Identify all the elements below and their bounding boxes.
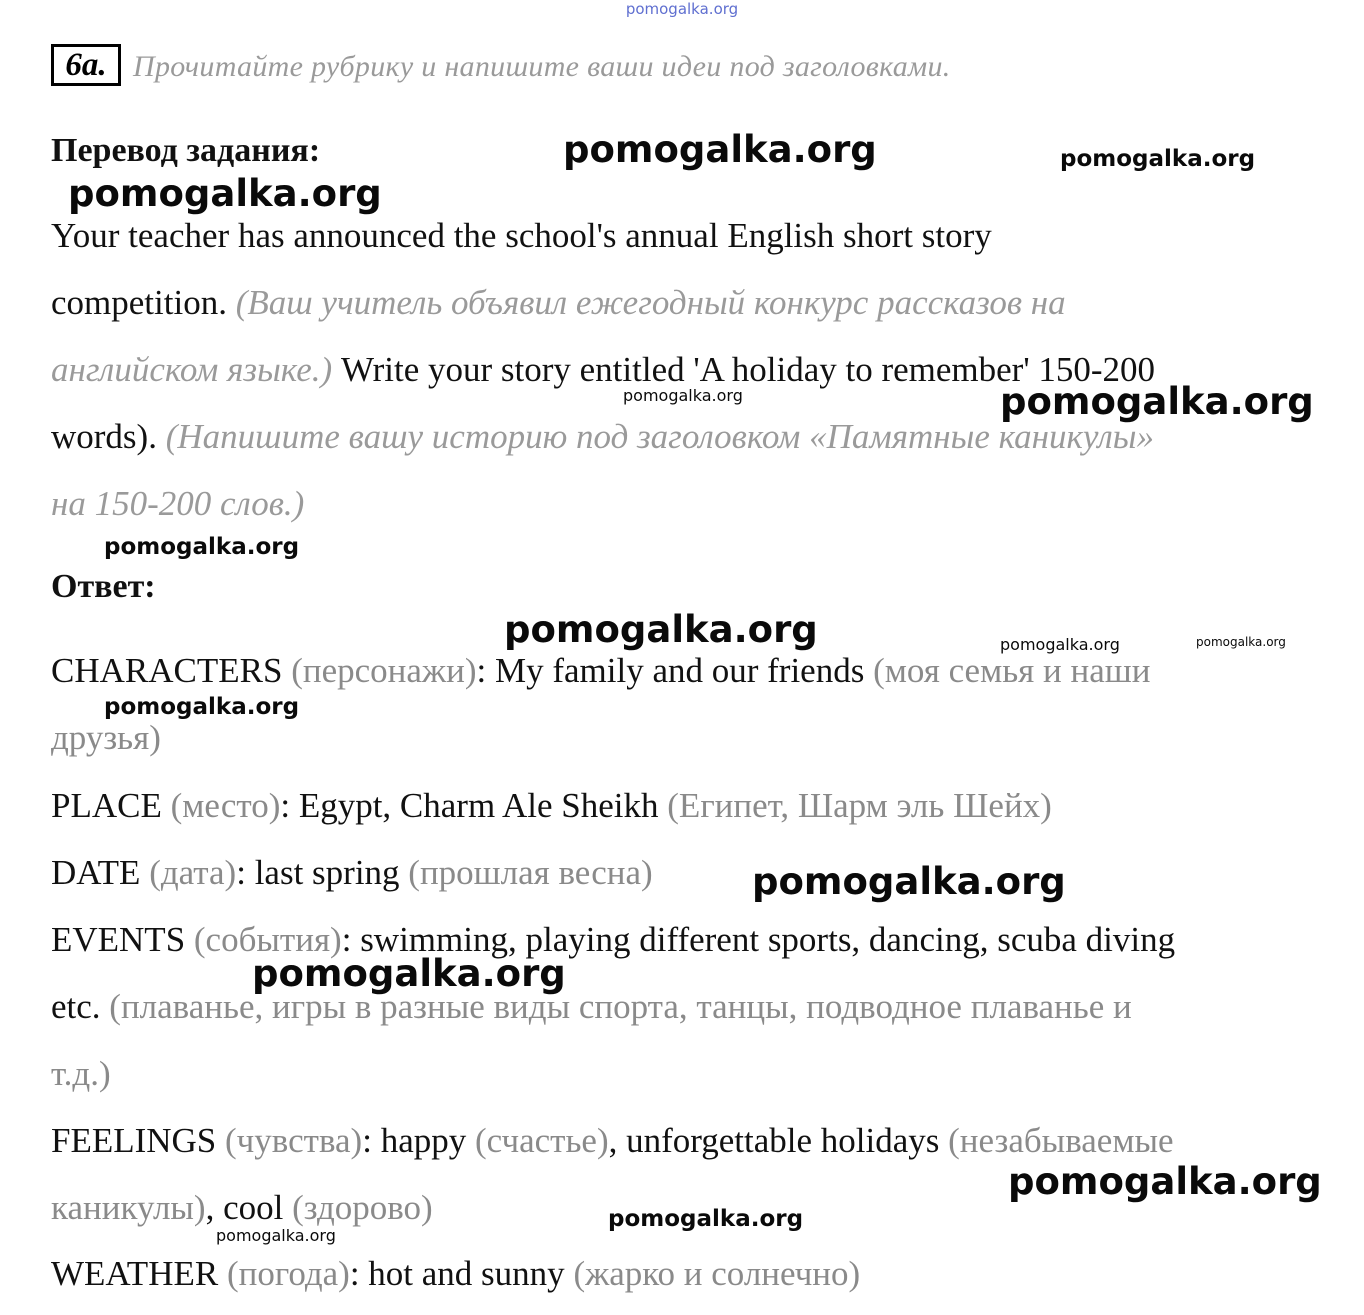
watermark: pomogalka.org	[104, 534, 300, 560]
watermark: pomogalka.org	[1000, 380, 1314, 423]
events-label-ru: (события)	[193, 920, 342, 959]
weather-value-ru: (жарко и солнечно)	[573, 1254, 861, 1293]
characters-value: My family and our friends	[494, 651, 865, 690]
watermark: pomogalka.org	[216, 1226, 336, 1245]
translation-line-4	[51, 417, 1154, 457]
feelings-value-1: happy	[380, 1121, 467, 1160]
top-site-link[interactable]: pomogalka.org	[625, 0, 739, 18]
translation-line-3	[51, 350, 1155, 390]
place-value-ru: (Египет, Шарм эль Шейх)	[667, 786, 1052, 825]
translation-line-5	[51, 484, 304, 524]
answer-characters: CHARACTERS (персонажи): My family and our friends (моя семья и наши	[51, 651, 1151, 690]
events-value: swimming, playing different sports, dancing, scuba diving	[360, 920, 1176, 959]
watermark: pomogalka.org	[752, 860, 1066, 903]
translation-en-2: competition.	[51, 283, 227, 322]
events-value-ru: (плаванье, игры в разные виды спорта, танцы, подводное плаванье и	[109, 987, 1132, 1026]
translation-ru-2: (Напишите вашу историю под заголовком «Памятные каникулы»	[165, 417, 1154, 456]
watermark: pomogalka.org	[68, 172, 382, 215]
watermark: pomogalka.org	[623, 386, 743, 405]
watermark: pomogalka.org	[252, 952, 566, 995]
translation-ru-1-cont: английском языке.)	[51, 350, 333, 389]
characters-value-ru: (моя семья и наши	[873, 651, 1151, 690]
answer-weather: WEATHER (погода): hot and sunny (жарко и солнечно)	[51, 1254, 861, 1293]
translation-en-3: Write your story entitled 'A holiday to remember' 150-200	[340, 350, 1156, 389]
translation-line-2	[51, 283, 1066, 323]
place-label-ru: (место)	[170, 786, 281, 825]
date-value-ru: (прошлая весна)	[408, 853, 653, 892]
weather-value: hot and sunny	[368, 1254, 565, 1293]
events-label: EVENTS	[51, 920, 186, 959]
date-label: DATE	[51, 853, 141, 892]
translation-heading: Перевод задания:	[51, 132, 321, 169]
watermark: pomogalka.org	[1000, 635, 1120, 654]
translation-en-1: Your teacher has announced the school's annual English short story	[51, 216, 992, 255]
feelings-value-1-ru: (счастье)	[474, 1121, 609, 1160]
answer-events-cont	[51, 987, 1132, 1027]
task-instruction: Прочитайте рубрику и напишите ваши идеи под заголовками.	[133, 50, 951, 83]
feelings-label-ru: (чувства)	[225, 1121, 363, 1160]
weather-label: WEATHER	[51, 1254, 219, 1293]
translation-en-4: words).	[51, 417, 157, 456]
place-value: Egypt, Charm Ale Sheikh	[298, 786, 659, 825]
answer-date: DATE (дата): last spring (прошлая весна)	[51, 853, 653, 892]
translation-ru-2-cont: на 150-200 слов.)	[51, 484, 305, 523]
watermark: pomogalka.org	[608, 1206, 804, 1232]
translation-ru-1: (Ваш учитель объявил ежегодный конкурс рассказов на	[235, 283, 1066, 322]
weather-label-ru: (погода)	[226, 1254, 350, 1293]
events-value-ru-cont: т.д.)	[51, 1054, 111, 1093]
answer-feelings: FEELINGS (чувства): happy (счастье), unforgettable holidays (незабываемые	[51, 1121, 1174, 1160]
feelings-value-3-ru: (здорово)	[292, 1188, 433, 1227]
watermark: pomogalka.org	[1196, 635, 1286, 649]
answer-events: EVENTS (события): swimming, playing different sports, dancing, scuba diving	[51, 920, 1176, 959]
answer-heading: Ответ:	[51, 568, 156, 605]
feelings-value-2-ru: (незабываемые	[948, 1121, 1174, 1160]
feelings-label: FEELINGS	[51, 1121, 217, 1160]
watermark: pomogalka.org	[104, 694, 300, 720]
characters-label: CHARACTERS	[51, 651, 283, 690]
answer-feelings-cont: каникулы), cool (здорово)	[51, 1188, 433, 1227]
watermark: pomogalka.org	[1060, 146, 1256, 172]
feelings-value-3: cool	[223, 1188, 284, 1227]
watermark: pomogalka.org	[1008, 1160, 1322, 1203]
answer-place: PLACE (место): Egypt, Charm Ale Sheikh (Египет, Шарм эль Шейх)	[51, 786, 1052, 825]
answer-events-cont-2	[51, 1054, 111, 1094]
events-value-cont: etc.	[51, 987, 101, 1026]
feelings-value-2-ru-cont: каникулы)	[51, 1188, 206, 1227]
watermark: pomogalka.org	[504, 608, 818, 651]
characters-label-ru: (персонажи)	[291, 651, 477, 690]
feelings-value-2: unforgettable holidays	[626, 1121, 940, 1160]
answer-characters-cont	[51, 718, 161, 758]
characters-value-ru-cont: друзья)	[51, 718, 161, 757]
task-number-badge: 6a.	[51, 44, 121, 86]
date-label-ru: (дата)	[149, 853, 237, 892]
watermark: pomogalka.org	[563, 128, 877, 171]
date-value: last spring	[254, 853, 400, 892]
place-label: PLACE	[51, 786, 162, 825]
translation-line-1	[51, 216, 992, 256]
